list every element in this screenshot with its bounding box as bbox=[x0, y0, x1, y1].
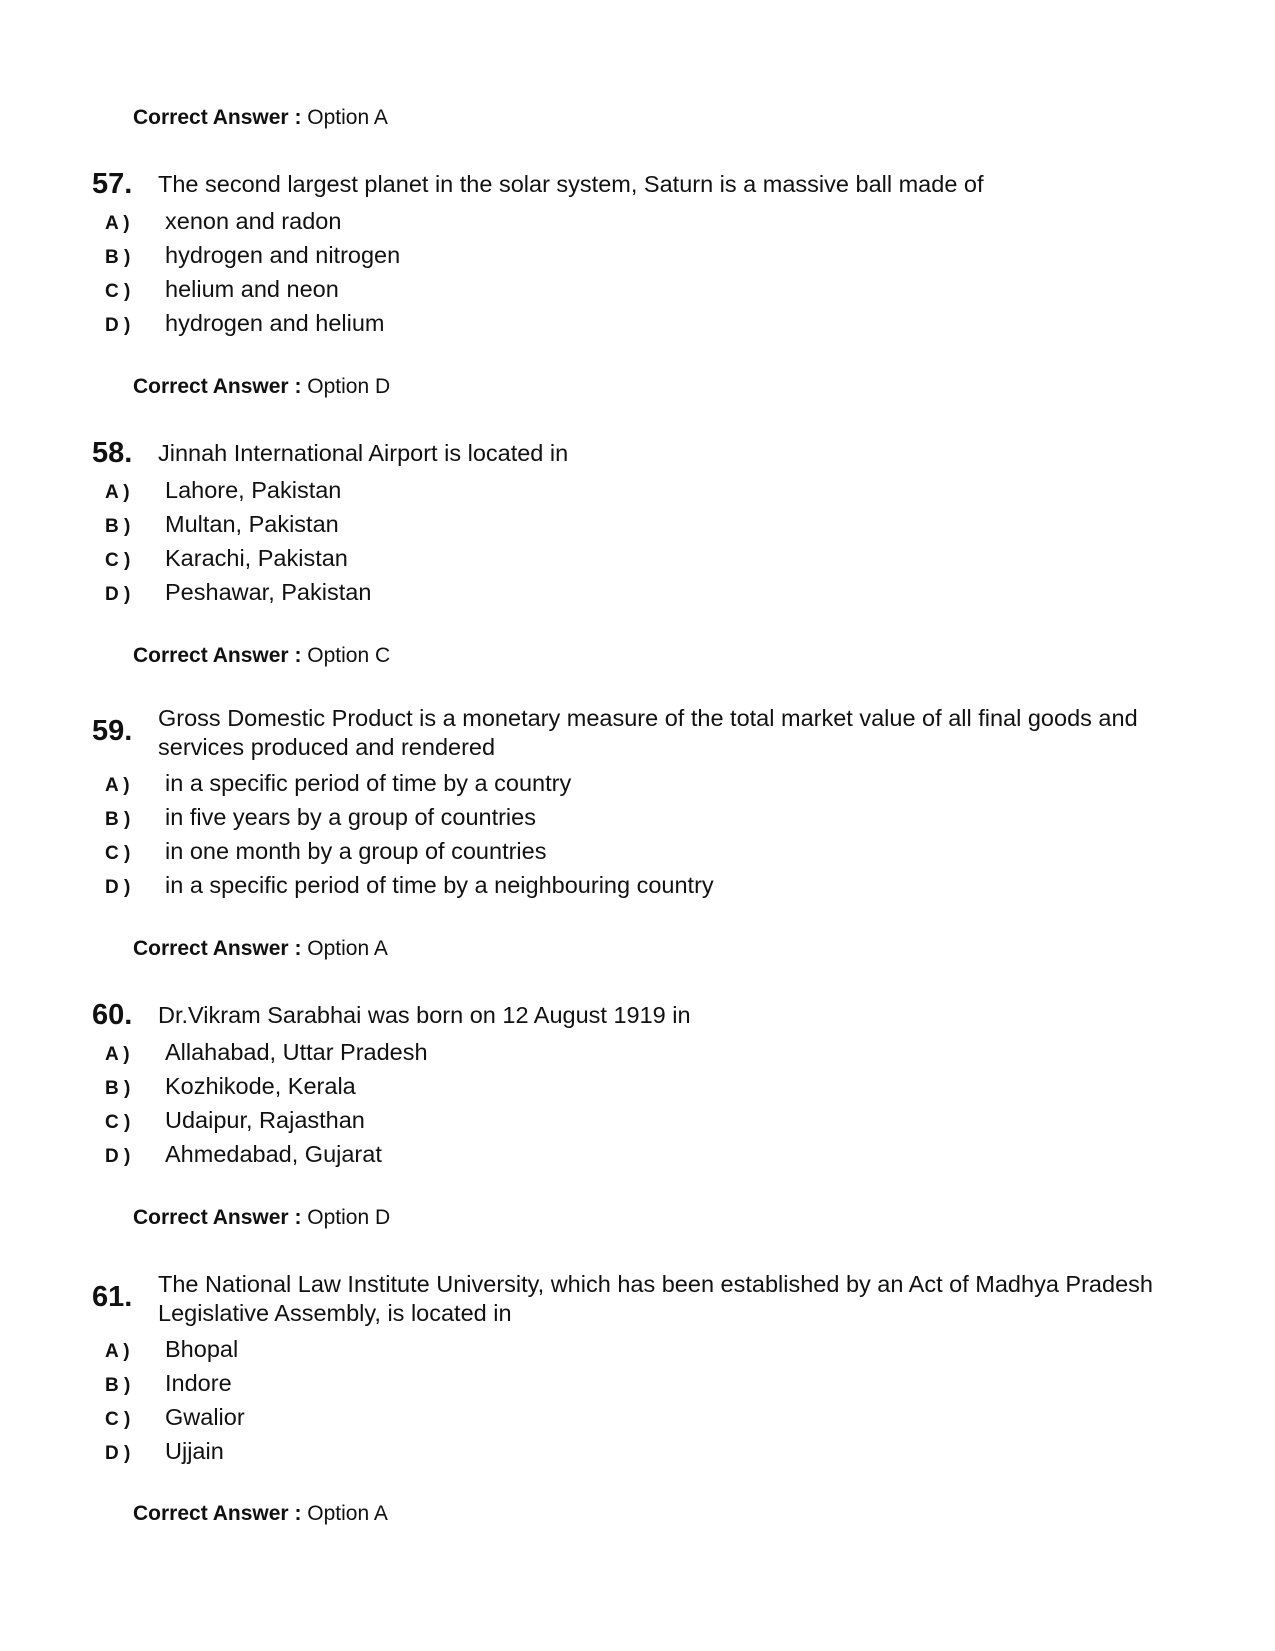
correct-answer-value: Option A bbox=[307, 106, 388, 129]
option-text: in one month by a group of countries bbox=[165, 838, 547, 864]
correct-answer-value: Option A bbox=[307, 1502, 388, 1525]
option-c bbox=[0, 1107, 1275, 1141]
option-b bbox=[0, 804, 1275, 838]
option-c bbox=[0, 1404, 1275, 1438]
correct-answer-value: Option D bbox=[307, 1206, 391, 1229]
option-text: Ujjain bbox=[165, 1438, 224, 1464]
option-d bbox=[0, 1141, 1275, 1175]
question-number: 59. bbox=[92, 715, 133, 747]
question-text: The National Law Institute University, which has been established by an Act of Madhya Pradesh Legislative Assembly, is located in bbox=[158, 1271, 1153, 1326]
correct-answer bbox=[133, 1502, 388, 1526]
option-text: Karachi, Pakistan bbox=[165, 545, 348, 571]
option-d bbox=[0, 872, 1275, 906]
question-text: The second largest planet in the solar system, Saturn is a massive ball made of bbox=[158, 171, 984, 197]
option-letter: A ) bbox=[105, 213, 130, 234]
option-d bbox=[0, 579, 1275, 613]
option-letter: D ) bbox=[105, 1443, 131, 1464]
option-letter: B ) bbox=[105, 1375, 131, 1396]
option-text: Peshawar, Pakistan bbox=[165, 579, 372, 605]
option-c bbox=[0, 838, 1275, 872]
question-number: 57. bbox=[92, 168, 133, 200]
option-letter: A ) bbox=[105, 1044, 130, 1065]
question-text: Gross Domestic Product is a monetary measure of the total market value of all final goods and services produced and rendered bbox=[158, 705, 1138, 760]
option-a bbox=[0, 208, 1275, 242]
option-letter: A ) bbox=[105, 775, 130, 796]
option-d bbox=[0, 1438, 1275, 1472]
correct-answer bbox=[133, 375, 390, 399]
correct-answer-label: Correct Answer : bbox=[133, 1206, 302, 1229]
correct-answer-value: Option A bbox=[307, 937, 388, 960]
option-b bbox=[0, 242, 1275, 276]
option-text: Kozhikode, Kerala bbox=[165, 1073, 356, 1099]
option-text: Lahore, Pakistan bbox=[165, 477, 342, 503]
option-letter: C ) bbox=[105, 550, 131, 571]
option-text: Ahmedabad, Gujarat bbox=[165, 1141, 382, 1167]
question-text: Dr.Vikram Sarabhai was born on 12 August 1919 in bbox=[158, 1002, 691, 1028]
option-a bbox=[0, 1039, 1275, 1073]
option-letter: C ) bbox=[105, 281, 131, 302]
option-letter: D ) bbox=[105, 1146, 131, 1167]
option-text: hydrogen and helium bbox=[165, 310, 385, 336]
correct-answer-label: Correct Answer : bbox=[133, 1502, 302, 1525]
correct-answer-label: Correct Answer : bbox=[133, 375, 302, 398]
question-number: 61. bbox=[92, 1281, 133, 1313]
option-a bbox=[0, 477, 1275, 511]
correct-answer-label: Correct Answer : bbox=[133, 937, 302, 960]
option-text: Multan, Pakistan bbox=[165, 511, 339, 537]
correct-answer-value: Option D bbox=[307, 375, 391, 398]
correct-answer-value: Option C bbox=[307, 644, 391, 667]
option-text: in a specific period of time by a neighbouring country bbox=[165, 872, 714, 898]
option-letter: D ) bbox=[105, 877, 131, 898]
option-text: helium and neon bbox=[165, 276, 339, 302]
option-text: Allahabad, Uttar Pradesh bbox=[165, 1039, 428, 1065]
option-c bbox=[0, 276, 1275, 310]
option-text: Udaipur, Rajasthan bbox=[165, 1107, 365, 1133]
correct-answer bbox=[133, 106, 388, 130]
option-text: Indore bbox=[165, 1370, 232, 1396]
option-letter: B ) bbox=[105, 247, 131, 268]
correct-answer bbox=[133, 937, 388, 961]
option-text: in a specific period of time by a country bbox=[165, 770, 572, 796]
correct-answer bbox=[133, 644, 390, 668]
option-letter: D ) bbox=[105, 584, 131, 605]
option-letter: B ) bbox=[105, 1078, 131, 1099]
correct-answer-label: Correct Answer : bbox=[133, 106, 302, 129]
option-text: in five years by a group of countries bbox=[165, 804, 536, 830]
option-c bbox=[0, 545, 1275, 579]
option-letter: B ) bbox=[105, 809, 131, 830]
option-a bbox=[0, 1336, 1275, 1370]
option-text: xenon and radon bbox=[165, 208, 342, 234]
question-text: Jinnah International Airport is located in bbox=[158, 440, 569, 466]
option-a bbox=[0, 770, 1275, 804]
option-letter: B ) bbox=[105, 516, 131, 537]
option-d bbox=[0, 310, 1275, 344]
correct-answer bbox=[133, 1206, 390, 1230]
option-b bbox=[0, 511, 1275, 545]
correct-answer-label: Correct Answer : bbox=[133, 644, 302, 667]
option-letter: D ) bbox=[105, 315, 131, 336]
question-number: 58. bbox=[92, 437, 133, 469]
option-text: Bhopal bbox=[165, 1336, 239, 1362]
option-text: Gwalior bbox=[165, 1404, 245, 1430]
option-letter: C ) bbox=[105, 1112, 131, 1133]
option-letter: A ) bbox=[105, 1341, 130, 1362]
option-text: hydrogen and nitrogen bbox=[165, 242, 401, 268]
option-b bbox=[0, 1370, 1275, 1404]
option-letter: C ) bbox=[105, 843, 131, 864]
option-letter: C ) bbox=[105, 1409, 131, 1430]
option-letter: A ) bbox=[105, 482, 130, 503]
option-b bbox=[0, 1073, 1275, 1107]
question-number: 60. bbox=[92, 999, 133, 1031]
